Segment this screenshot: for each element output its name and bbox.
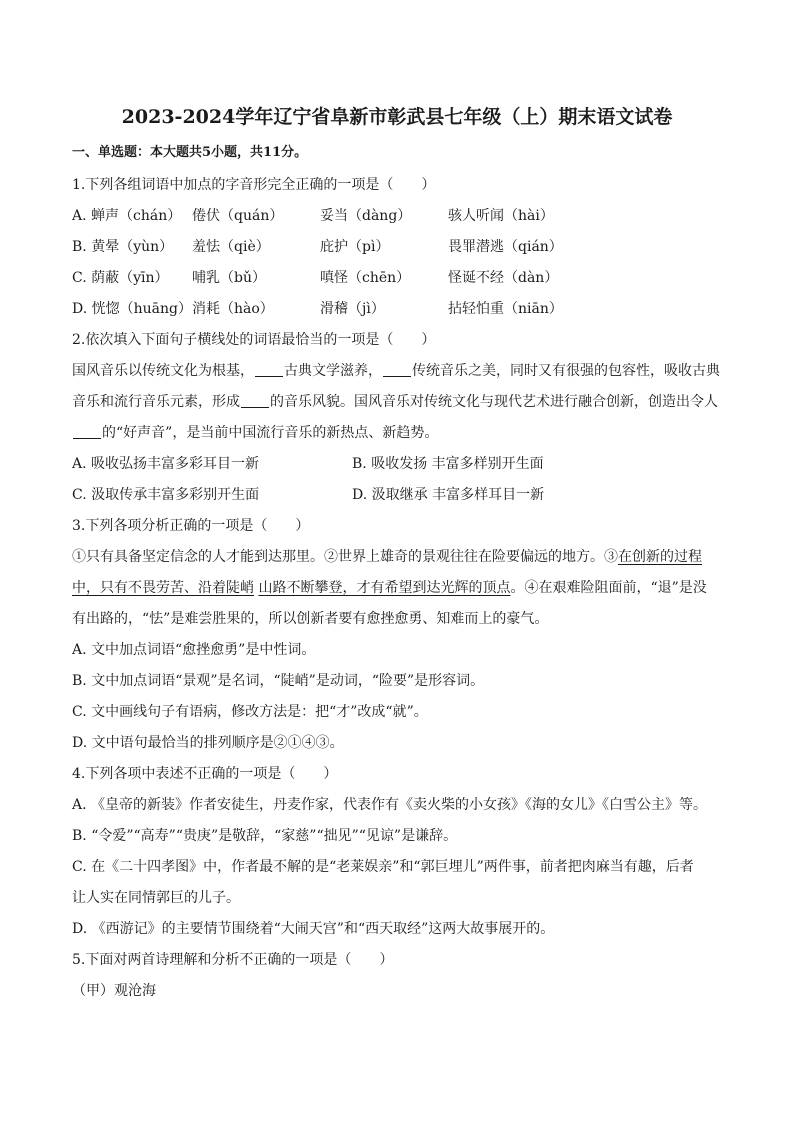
fill-blank bbox=[255, 360, 283, 377]
q2-passage-line-2 bbox=[72, 387, 722, 418]
q1-b-3: 庇护（pì） bbox=[320, 239, 390, 255]
question-3-stem: 3.下列各项分析正确的一项是（ ） bbox=[72, 518, 310, 534]
q3-option-b: B. 文中加点词语“景观”是名词，“陡峭”是动词，“险要”是形容词。 bbox=[72, 673, 485, 689]
fill-blank bbox=[241, 391, 269, 408]
q3-passage-line-2 bbox=[72, 573, 722, 604]
question-5-stem: 5.下面对两首诗理解和分析不正确的一项是（ ） bbox=[72, 952, 394, 968]
q3-passage-line-1 bbox=[72, 542, 722, 573]
q1-d-2: 消耗（hào） bbox=[192, 301, 274, 317]
q1-option-d bbox=[72, 294, 722, 325]
section-heading: 一、单选题：本大题共5小题，共11分。 bbox=[72, 145, 308, 160]
q5-poem-title: （甲）观沧海 bbox=[72, 983, 156, 999]
q2-text: 的音乐风貌。国风音乐对传统文化与现代艺术进行融合创新，创造出令人 bbox=[270, 394, 718, 410]
q1-d-3: 滑稽（jì） bbox=[320, 301, 385, 317]
q3-option-a: A. 文中加点词语“愈挫愈勇”是中性词。 bbox=[72, 642, 316, 658]
q1-option-a bbox=[72, 201, 722, 232]
q4-option-d: D. 《西游记》的主要情节围绕着“大闹天宫”和“西天取经”这两大故事展开的。 bbox=[72, 921, 555, 937]
fill-blank bbox=[383, 360, 411, 377]
q1-d-1: D. 恍惚（huāng） bbox=[72, 301, 192, 317]
q1-c-1: C. 荫蔽（yīn） bbox=[72, 270, 169, 286]
q1-option-b bbox=[72, 232, 722, 263]
fill-blank bbox=[73, 422, 101, 439]
q2-option-b: B. 吸收发扬 丰富多样别开生面 bbox=[352, 456, 544, 472]
q2-passage-line-1 bbox=[72, 356, 722, 387]
q4-option-b: B. “令爱”“高寿”“贵庚”是敬辞，“家慈”“拙见”“见谅”是谦辞。 bbox=[72, 828, 458, 844]
q3-underlined-text: 中，只有不畏劳苦、沿着陡峭 bbox=[72, 580, 254, 596]
q2-passage-line-3 bbox=[72, 418, 722, 449]
q1-a-2: 倦伏（quán） bbox=[192, 208, 284, 224]
q2-options-cd bbox=[72, 480, 722, 511]
q1-a-3: 妥当（dàng） bbox=[320, 208, 412, 224]
q2-text: 音乐和流行音乐元素，形成 bbox=[72, 394, 240, 410]
q4-option-a: A. 《皇帝的新装》作者安徒生，丹麦作家，代表作有《卖火柴的小女孩》《海的女儿》《白雪公主》等。 bbox=[72, 797, 708, 813]
q2-text: 的“好声音”，是当前中国流行音乐的新热点、新趋势。 bbox=[102, 425, 439, 441]
q3-option-d: D. 文中语句最恰当的排列顺序是②①④③。 bbox=[72, 735, 344, 751]
q3-text: ①只有具备坚定信念的人才能到达那里。②世界上雄奇的景观往往在险要偏远的地方。③ bbox=[72, 549, 618, 565]
q1-d-4: 拈轻怕重（niān） bbox=[448, 301, 563, 317]
q2-option-c: C. 汲取传承丰富多彩别开生面 bbox=[72, 487, 260, 503]
q4-option-c-line-2: 让人实在同情郭巨的儿子。 bbox=[72, 890, 240, 906]
q1-b-1: B. 黄晕（yùn） bbox=[72, 239, 174, 255]
q3-underlined-text: 山路不断攀登，才有希望到达光辉的顶点 bbox=[258, 580, 511, 596]
page-title: 2023-2024学年辽宁省阜新市彰武县七年级（上）期末语文试卷 bbox=[121, 106, 673, 128]
q2-option-d: D. 汲取继承 丰富多样耳目一新 bbox=[352, 487, 545, 503]
q1-c-4: 怪诞不经（dàn） bbox=[448, 270, 559, 286]
q1-a-1: A. 蝉声（chán） bbox=[72, 208, 182, 224]
q4-option-c-line-1: C. 在《二十四孝图》中，作者最不解的是“老莱娱亲”和“郭巨埋儿”两件事，前者把肉麻当有趣，后者 bbox=[72, 859, 694, 875]
q1-c-2: 哺乳（bǔ） bbox=[192, 270, 266, 286]
q3-passage-line-3: 有出路的，“怯”是难尝胜果的，所以创新者要有愈挫愈勇、知难而上的豪气。 bbox=[72, 611, 549, 627]
q1-c-3: 嗔怪（chēn） bbox=[320, 270, 411, 286]
q2-text: 古典文学滋养， bbox=[284, 363, 382, 379]
q2-option-a: A. 吸收弘扬丰富多彩耳目一新 bbox=[72, 456, 260, 472]
q1-option-c bbox=[72, 263, 722, 294]
q1-b-2: 羞怯（qiè） bbox=[192, 239, 270, 255]
q2-options-ab bbox=[72, 449, 722, 480]
q3-text: 。④在艰难险阻面前，“退”是没 bbox=[510, 580, 707, 596]
question-2-stem: 2.依次填入下面句子横线处的词语最恰当的一项是（ ） bbox=[72, 332, 436, 348]
question-4-stem: 4.下列各项中表述不正确的一项是（ ） bbox=[72, 766, 338, 782]
q2-text: 国风音乐以传统文化为根基， bbox=[72, 363, 254, 379]
question-1-stem: 1.下列各组词语中加点的字音形完全正确的一项是（ ） bbox=[72, 177, 436, 193]
q3-underlined-text: 在创新的过程 bbox=[618, 549, 702, 565]
q2-text: 传统音乐之美，同时又有很强的包容性，吸收古典 bbox=[412, 363, 720, 379]
q1-b-4: 畏罪潜逃（qián） bbox=[448, 239, 563, 255]
q1-a-4: 骇人听闻（hài） bbox=[448, 208, 554, 224]
q3-option-c: C. 文中画线句子有语病，修改方法是：把“才”改成“就”。 bbox=[72, 704, 428, 720]
